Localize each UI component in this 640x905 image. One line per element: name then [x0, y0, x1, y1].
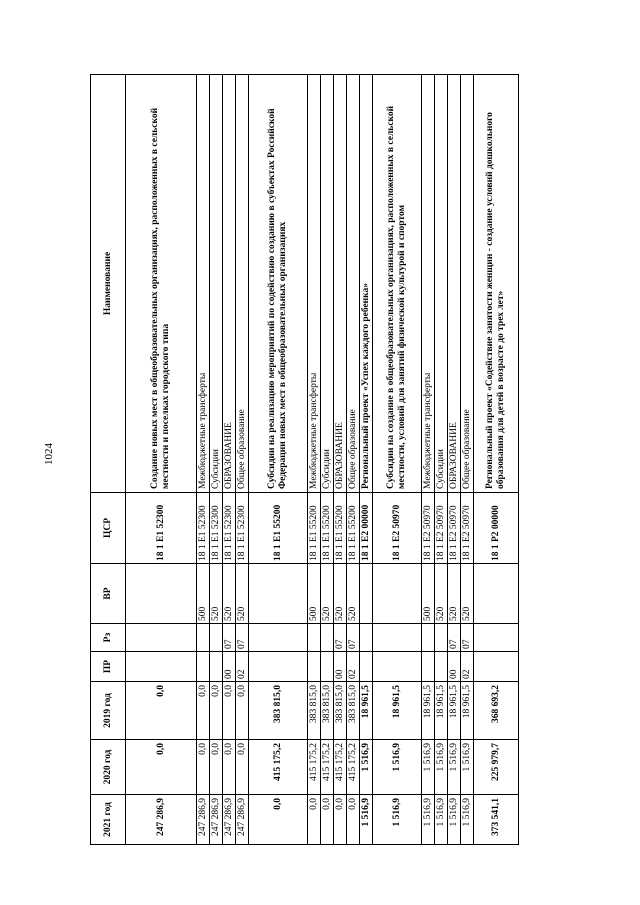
header-year-2021: 2021 год [91, 795, 126, 845]
header-vr: ВР [91, 564, 126, 624]
cell-2019: 383 815,0 [334, 682, 347, 740]
cell-vr: 520 [334, 564, 347, 624]
cell-pr [435, 652, 448, 682]
cell-csr: 18 1 E2 50970 [373, 493, 422, 564]
cell-rz: 07 [223, 624, 236, 652]
table-row [210, 75, 223, 845]
rotated-table-container [90, 75, 506, 845]
cell-2021: 373 541,1 [474, 795, 519, 845]
cell-name: Создание новых мест в общеобразовательных организациях, расположенных в сельской местности и поселках городского типа [126, 75, 197, 493]
cell-2019: 18 961,5 [422, 682, 435, 740]
cell-2021: 247 286,9 [210, 795, 223, 845]
cell-rz [210, 624, 223, 652]
cell-rz: 07 [461, 624, 474, 652]
table-row [126, 75, 197, 845]
table-row [373, 75, 422, 845]
cell-csr: 18 1 E2 00000 [360, 493, 373, 564]
cell-vr [373, 564, 422, 624]
cell-2021: 1 516,9 [435, 795, 448, 845]
cell-pr: 02 [461, 652, 474, 682]
table-row [236, 75, 249, 845]
cell-rz [249, 624, 308, 652]
cell-name: Субсидии [435, 75, 448, 493]
cell-2019: 18 961,5 [461, 682, 474, 740]
cell-csr: 18 1 E2 50970 [435, 493, 448, 564]
table-row [448, 75, 461, 845]
cell-2021: 0,0 [321, 795, 334, 845]
cell-2020: 415 175,2 [321, 740, 334, 795]
cell-2021: 1 516,9 [422, 795, 435, 845]
cell-2019: 0,0 [223, 682, 236, 740]
cell-csr: 18 1 E1 52300 [197, 493, 210, 564]
cell-2020: 0,0 [236, 740, 249, 795]
cell-pr [360, 652, 373, 682]
cell-pr: 02 [236, 652, 249, 682]
cell-csr: 18 1 E2 50970 [461, 493, 474, 564]
cell-rz [373, 624, 422, 652]
cell-vr [474, 564, 519, 624]
header-name: Наименование [91, 75, 126, 493]
cell-2019: 18 961,5 [448, 682, 461, 740]
cell-2020: 0,0 [223, 740, 236, 795]
cell-rz [360, 624, 373, 652]
cell-rz [321, 624, 334, 652]
cell-csr: 18 1 E1 52300 [223, 493, 236, 564]
cell-csr: 18 1 E1 52300 [126, 493, 197, 564]
cell-2019: 383 815,0 [347, 682, 360, 740]
cell-name: Субсидии [321, 75, 334, 493]
cell-rz: 07 [448, 624, 461, 652]
header-rz: Рз [91, 624, 126, 652]
cell-pr: 00 [223, 652, 236, 682]
cell-pr [422, 652, 435, 682]
cell-vr [126, 564, 197, 624]
cell-csr: 18 1 E1 52300 [210, 493, 223, 564]
cell-name: Общее образование [236, 75, 249, 493]
cell-name: Субсидии [210, 75, 223, 493]
cell-csr: 18 1 E1 55200 [308, 493, 321, 564]
table-row [474, 75, 519, 845]
table-body [126, 75, 519, 845]
cell-pr [210, 652, 223, 682]
table-row [197, 75, 210, 845]
cell-vr [249, 564, 308, 624]
cell-2019: 0,0 [126, 682, 197, 740]
header-year-2020: 2020 год [91, 740, 126, 795]
cell-2020: 415 175,2 [249, 740, 308, 795]
cell-csr: 18 1 E1 55200 [249, 493, 308, 564]
table-row [435, 75, 448, 845]
cell-pr [197, 652, 210, 682]
cell-2021: 247 286,9 [223, 795, 236, 845]
table-row [308, 75, 321, 845]
cell-pr [321, 652, 334, 682]
cell-name: ОБРАЗОВАНИЕ [334, 75, 347, 493]
cell-vr: 500 [422, 564, 435, 624]
cell-2021: 0,0 [249, 795, 308, 845]
cell-2020: 1 516,9 [373, 740, 422, 795]
cell-2020: 1 516,9 [461, 740, 474, 795]
cell-csr: 18 1 P2 00000 [474, 493, 519, 564]
cell-2019: 0,0 [236, 682, 249, 740]
cell-2021: 0,0 [308, 795, 321, 845]
cell-2019: 0,0 [197, 682, 210, 740]
cell-2020: 1 516,9 [435, 740, 448, 795]
cell-name: Общее образование [347, 75, 360, 493]
cell-pr: 00 [448, 652, 461, 682]
cell-2021: 1 516,9 [373, 795, 422, 845]
cell-name: Субсидии на создание в общеобразовательных организациях, расположенных в сельской местности, условий для занятий физической культурой и спортом [373, 75, 422, 493]
cell-rz: 07 [236, 624, 249, 652]
cell-vr: 520 [448, 564, 461, 624]
page-number: 1024 [43, 443, 55, 465]
cell-csr: 18 1 E1 55200 [347, 493, 360, 564]
table-row [334, 75, 347, 845]
cell-pr [249, 652, 308, 682]
cell-2019: 18 961,5 [373, 682, 422, 740]
cell-2020: 415 175,2 [334, 740, 347, 795]
cell-vr: 520 [347, 564, 360, 624]
cell-2021: 1 516,9 [448, 795, 461, 845]
cell-name: ОБРАЗОВАНИЕ [223, 75, 236, 493]
cell-name: Межбюджетные трансферты [308, 75, 321, 493]
cell-2019: 368 693,2 [474, 682, 519, 740]
cell-2019: 18 961,5 [360, 682, 373, 740]
cell-vr: 520 [435, 564, 448, 624]
cell-pr: 00 [334, 652, 347, 682]
cell-vr: 520 [321, 564, 334, 624]
cell-vr: 500 [197, 564, 210, 624]
cell-rz [308, 624, 321, 652]
header-row [91, 75, 126, 845]
cell-2019: 383 815,0 [249, 682, 308, 740]
cell-2020: 415 175,2 [347, 740, 360, 795]
cell-2020: 1 516,9 [360, 740, 373, 795]
cell-vr: 520 [210, 564, 223, 624]
cell-name: Региональный проект «Успех каждого ребенка» [360, 75, 373, 493]
budget-table-frame [90, 75, 506, 845]
table-row [249, 75, 308, 845]
cell-vr [360, 564, 373, 624]
cell-2021: 247 286,9 [236, 795, 249, 845]
cell-2020: 0,0 [126, 740, 197, 795]
cell-pr [373, 652, 422, 682]
table-row [321, 75, 334, 845]
cell-2020: 225 979,7 [474, 740, 519, 795]
cell-rz [435, 624, 448, 652]
cell-2019: 383 815,0 [321, 682, 334, 740]
cell-vr: 500 [308, 564, 321, 624]
cell-rz [197, 624, 210, 652]
cell-csr: 18 1 E2 50970 [448, 493, 461, 564]
cell-csr: 18 1 E1 52300 [236, 493, 249, 564]
cell-vr: 520 [461, 564, 474, 624]
cell-2020: 1 516,9 [448, 740, 461, 795]
cell-name: Субсидии на реализацию мероприятий по содействию созданию в субъектах Российской Федерации новых мест в общеобразовательных организациях [249, 75, 308, 493]
cell-2020: 0,0 [210, 740, 223, 795]
cell-2021: 247 286,9 [126, 795, 197, 845]
cell-2021: 247 286,9 [197, 795, 210, 845]
cell-name: Межбюджетные трансферты [197, 75, 210, 493]
cell-name: Межбюджетные трансферты [422, 75, 435, 493]
budget-table [90, 74, 519, 845]
table-row [461, 75, 474, 845]
cell-name: ОБРАЗОВАНИЕ [448, 75, 461, 493]
cell-csr: 18 1 E1 55200 [321, 493, 334, 564]
cell-2021: 1 516,9 [461, 795, 474, 845]
cell-vr: 520 [223, 564, 236, 624]
cell-2020: 1 516,9 [422, 740, 435, 795]
cell-2019: 18 961,5 [435, 682, 448, 740]
table-row [422, 75, 435, 845]
cell-rz [126, 624, 197, 652]
header-year-2019: 2019 год [91, 682, 126, 740]
cell-2021: 0,0 [347, 795, 360, 845]
cell-2020: 415 175,2 [308, 740, 321, 795]
cell-name: Общее образование [461, 75, 474, 493]
cell-2019: 383 815,0 [308, 682, 321, 740]
cell-rz: 07 [334, 624, 347, 652]
table-row [347, 75, 360, 845]
cell-csr: 18 1 E1 55200 [334, 493, 347, 564]
cell-vr: 520 [236, 564, 249, 624]
cell-rz [422, 624, 435, 652]
cell-2021: 0,0 [334, 795, 347, 845]
cell-pr [126, 652, 197, 682]
cell-pr [474, 652, 519, 682]
cell-rz: 07 [347, 624, 360, 652]
cell-2021: 1 516,9 [360, 795, 373, 845]
cell-2020: 0,0 [197, 740, 210, 795]
table-row [223, 75, 236, 845]
cell-2019: 0,0 [210, 682, 223, 740]
cell-rz [474, 624, 519, 652]
cell-pr [308, 652, 321, 682]
table-row [360, 75, 373, 845]
header-pr: ПР [91, 652, 126, 682]
cell-pr: 02 [347, 652, 360, 682]
header-csr: ЦСР [91, 493, 126, 564]
cell-name: Региональный проект «Содействие занятости женщин - создание условий дошкольного образования для детей в возрасте до трех лет» [474, 75, 519, 493]
cell-csr: 18 1 E2 50970 [422, 493, 435, 564]
